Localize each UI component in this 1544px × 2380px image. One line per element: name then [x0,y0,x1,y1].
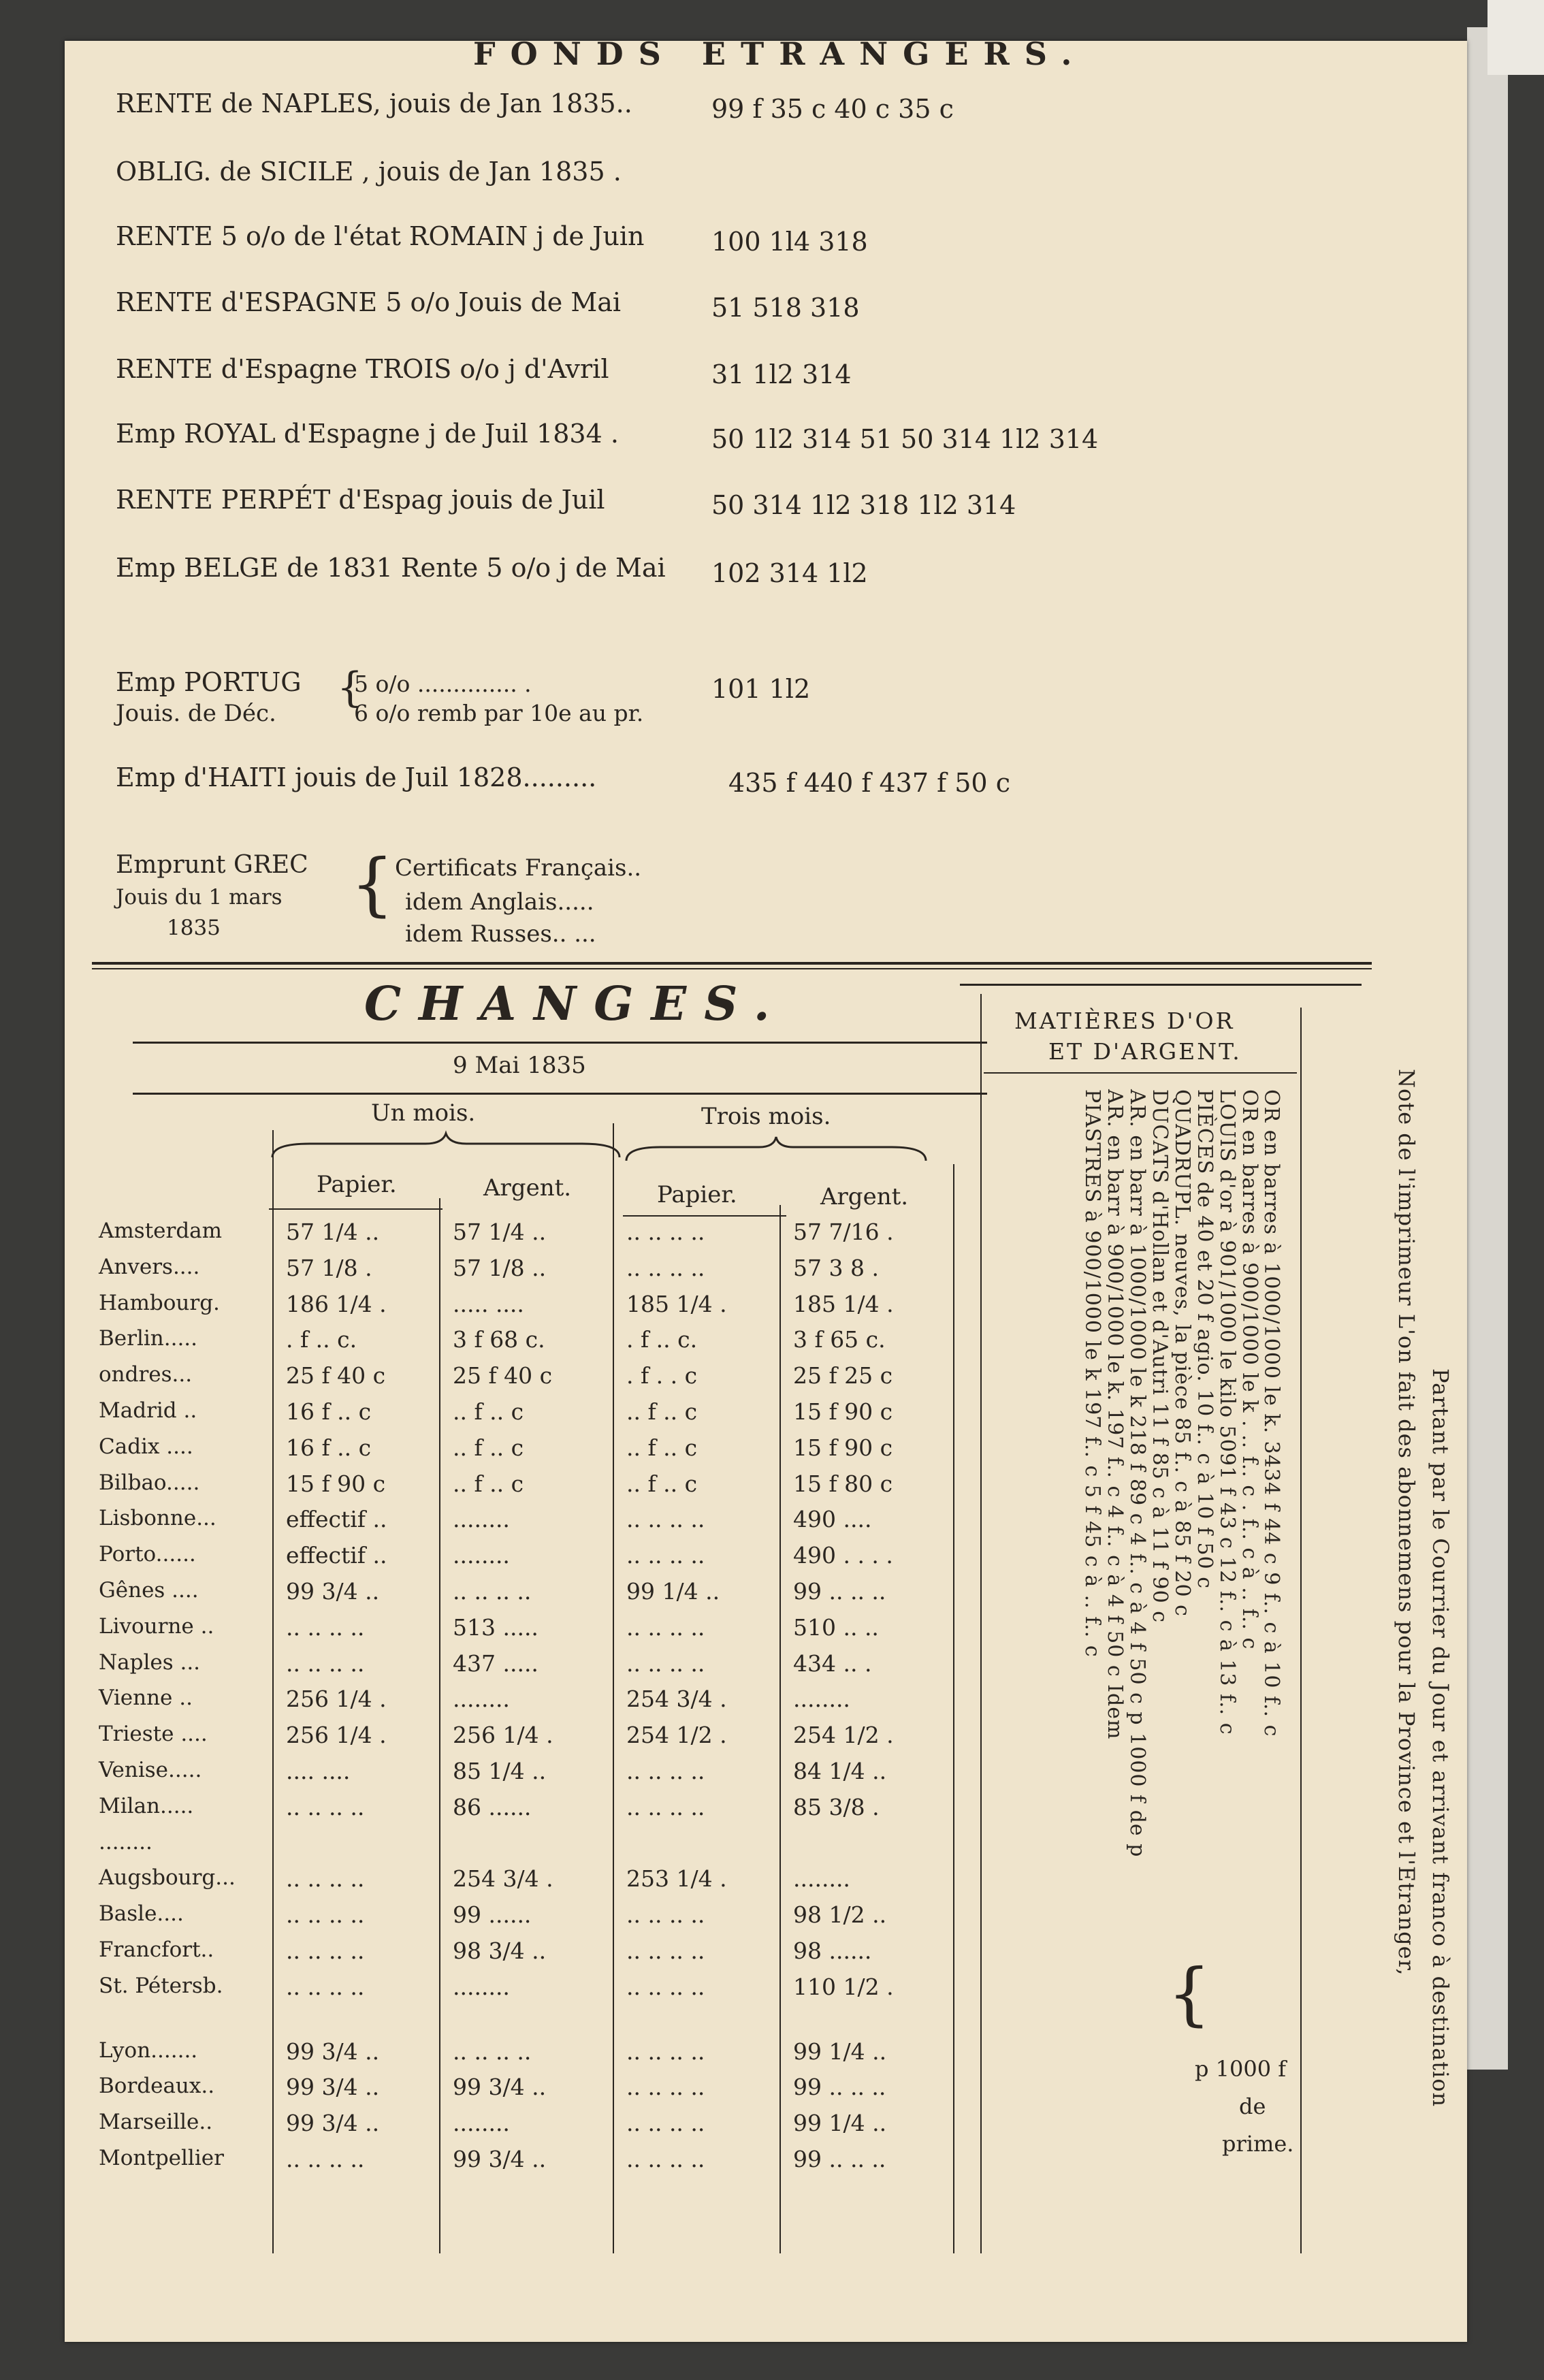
grec-jouis: Jouis du 1 mars [116,885,283,910]
change-cell-c3: .. .. .. .. [626,2074,705,2101]
fonds-row-label: OBLIG. de SICILE , jouis de Jan 1835 . [116,157,622,187]
change-city: Berlin..... [99,1326,198,1351]
papier-header-2: Papier. [657,1181,737,1208]
change-city: ondres... [99,1362,193,1387]
change-cell-c3: .. .. .. .. [626,1650,705,1677]
change-cell-c2: 254 3/4 . [453,1865,553,1893]
change-cell-c3: 253 1/4 . [626,1865,727,1893]
change-cell-c2: 99 3/4 .. [453,2146,547,2172]
argent-header-2: Argent. [820,1183,909,1210]
change-cell-c4: 98 ...... [793,1937,872,1964]
change-cell-c4: 15 f 80 c [793,1470,893,1497]
divider-rule-thin [92,968,1372,969]
fonds-title: FONDS ETRANGERS. [473,41,1087,72]
change-cell-c2: 99 3/4 .. [453,2074,547,2101]
prime-3: prime. [1222,2131,1294,2157]
change-cell-c2: ..... .... [453,1290,524,1317]
trois-mois-header: Trois mois. [701,1103,831,1130]
change-city: Basle.... [99,1901,184,1927]
change-cell-c3: .. .. .. .. [626,1254,705,1281]
page-edge-corner [1487,0,1544,75]
change-cell-c4: 490 .... [793,1506,872,1533]
change-cell-c4: 57 7/16 . [793,1219,894,1245]
change-cell-c2: .. f .. c [453,1470,524,1497]
fonds-row-label: RENTE PERPÉT d'Espag jouis de Juil [116,485,605,515]
change-cell-c1: 57 1/8 . [286,1254,372,1281]
change-cell-c1: 25 f 40 c [286,1362,386,1389]
un-mois-brace [269,1130,623,1164]
col-rule-4 [779,1205,781,2253]
change-cell-c3: .. .. .. .. [626,1506,705,1533]
change-cell-c2: .. .. .. .. [453,1578,532,1605]
change-cell-c2: 25 f 40 c [453,1362,553,1389]
change-cell-c4: 99 .. .. .. [793,1578,886,1605]
change-cell-c4: 490 . . . . [793,1542,893,1569]
change-cell-c1: .. .. .. .. [286,2146,365,2172]
change-cell-c3: . f . . c [626,1362,698,1389]
change-cell-c1: 16 f .. c [286,1434,372,1461]
document-page [65,41,1467,2342]
change-cell-c1: .... .... [286,1758,351,1784]
change-cell-c1: 99 3/4 .. [286,1578,380,1605]
date-rule [133,1093,987,1095]
col-rule-1 [272,1130,274,2253]
changes-title: CHANGES. [364,977,788,1031]
change-city: Venise..... [99,1758,202,1782]
change-cell-c3: .. .. .. .. [626,1219,705,1245]
change-city: Hambourg. [99,1290,220,1315]
change-cell-c2: .. f .. c [453,1398,524,1425]
col-rule-5 [953,1164,954,2253]
change-cell-c1: .. .. .. .. [286,1613,365,1641]
change-cell-c4: 98 1/2 .. [793,1901,887,1929]
grec-label: Emprunt GREC [116,851,308,879]
change-cell-c2: .. .. .. .. [453,2038,532,2065]
col-rule-2 [439,1198,440,2253]
change-cell-c4: 85 3/8 . [793,1793,880,1820]
change-cell-c3: . f .. c. [626,1326,698,1353]
change-cell-c1: 186 1/4 . [286,1290,387,1317]
portug-value: 101 1l2 [711,674,811,704]
change-city: Cadix .... [99,1434,193,1459]
matiere-line: QUADRUPL. neuves, la pièce 85 f.. c à 85 f 20 c [1170,1089,1194,1617]
change-city: Bilbao..... [99,1470,200,1495]
fonds-row-label: Emp d'HAITI jouis de Juil 1828......... [116,762,597,792]
change-cell-c1: .. .. .. .. [286,1865,365,1893]
change-cell-c1: 15 f 90 c [286,1470,386,1497]
matieres-right-rule [1300,1008,1302,2253]
change-cell-c1: effectif .. [286,1542,387,1569]
change-cell-c1: 256 1/4 . [286,1722,387,1749]
change-cell-c4: 3 f 65 c. [793,1326,886,1353]
fonds-row-value: 100 1l4 318 [711,227,868,257]
portug-line2: 6 o/o remb par 10e au pr. [354,700,644,726]
matiere-line: AR. en barr à 1000/1000 le k 218 f 89 c 4 f.. c à 4 f 50 c p 1000 f de p [1125,1089,1149,1858]
grec-line2: idem Anglais..... [405,888,594,916]
fonds-row-value: 51 518 318 [711,293,860,323]
change-city: Livourne .. [99,1613,214,1639]
change-cell-c2: 98 3/4 .. [453,1937,547,1964]
change-city: Milan..... [99,1793,194,1818]
change-city: Augsbourg... [99,1865,236,1891]
change-cell-c4: 84 1/4 .. [793,1758,887,1784]
change-cell-c1: .. .. .. .. [286,1793,365,1820]
fonds-row-label: Emp BELGE de 1831 Rente 5 o/o j de Mai [116,553,666,583]
prime-1: p 1000 f [1195,2056,1287,2082]
change-city: Lisbonne... [99,1506,216,1531]
change-city: Porto...... [99,1542,196,1567]
change-cell-c1: 16 f .. c [286,1398,372,1425]
fonds-row-label: RENTE 5 o/o de l'état ROMAIN j de Juin [116,221,645,251]
fonds-row-label: Emp ROYAL d'Espagne j de Juil 1834 . [116,419,619,449]
change-cell-c4: 254 1/2 . [793,1722,894,1749]
change-cell-c4: ........ [793,1865,850,1893]
matiere-line: LOUIS d'or à 901/1000 le kilo 5091 f 43 c 12 f.. c à 13 f.. c [1215,1089,1239,1735]
change-cell-c4: 57 3 8 . [793,1254,879,1281]
change-city: Francfort.. [99,1937,214,1962]
matiere-line: PIASTRES à 900/1000 le k 197 f.. c 5 f 45 c à .. f.. c [1080,1089,1104,1658]
grec-brace: { [351,844,394,924]
change-city: St. Pétersb. [99,1973,223,1998]
change-cell-c1: 57 1/4 .. [286,1219,380,1245]
grec-line1: Certificats Français.. [395,854,642,882]
change-cell-c3: .. .. .. .. [626,1793,705,1820]
change-city: Amsterdam [99,1219,223,1243]
change-cell-c2: ........ [453,1686,510,1713]
change-cell-c1: 99 3/4 .. [286,2074,380,2101]
change-cell-c4: 15 f 90 c [793,1434,893,1461]
change-cell-c2: ........ [453,1506,510,1533]
change-cell-c3: .. .. .. .. [626,2110,705,2137]
change-cell-c1: 99 3/4 .. [286,2038,380,2065]
change-cell-c4: 434 .. . [793,1650,872,1677]
fonds-row-label: RENTE d'ESPAGNE 5 o/o Jouis de Mai [116,287,622,317]
change-cell-c4: 185 1/4 . [793,1290,894,1317]
matiere-line: OR en barres à 900/1000 le k . .. f.. c . f.. c à .. f.. c [1238,1089,1261,1650]
change-cell-c2: 437 ..... [453,1650,538,1677]
change-cell-c1: 99 3/4 .. [286,2110,380,2137]
change-city: Bordeaux.. [99,2074,215,2099]
argent-header-1: Argent. [483,1174,572,1202]
change-city: Trieste .... [99,1722,208,1747]
fonds-row-value: 31 1l2 314 [711,359,852,389]
change-cell-c2: ........ [453,1973,510,2000]
change-cell-c2: ........ [453,2110,510,2137]
change-city: Gênes .... [99,1578,199,1603]
matieres-title-rule [984,1072,1297,1074]
printer-note-line2: Partant par le Courrier du Jour et arrivant franco à destination [1428,1368,1453,2108]
change-cell-c1: . f .. c. [286,1326,357,1353]
change-cell-c3: .. .. .. .. [626,1937,705,1964]
matieres-rule [960,984,1362,986]
papier-header-1: Papier. [317,1171,397,1198]
change-cell-c3: 99 1/4 .. [626,1578,720,1605]
change-cell-c2: 256 1/4 . [453,1722,553,1749]
change-cell-c4: 15 f 90 c [793,1398,893,1425]
page-edge [1467,27,1508,2070]
change-city: Anvers.... [99,1254,200,1279]
fonds-row-value: 102 314 1l2 [711,558,868,588]
change-cell-c3: .. .. .. .. [626,2146,705,2172]
trois-mois-brace [623,1133,929,1168]
grec-year: 1835 [167,916,221,940]
change-cell-c2: 85 1/4 .. [453,1758,547,1784]
change-city: Montpellier [99,2146,224,2170]
changes-rule [133,1042,987,1044]
change-cell-c3: 254 3/4 . [626,1686,727,1713]
matieres-left-rule [980,994,982,2253]
change-cell-c1: .. .. .. .. [286,1650,365,1677]
change-cell-c3: .. f .. c [626,1434,698,1461]
change-cell-c3: .. f .. c [626,1398,698,1425]
change-cell-c1: .. .. .. .. [286,1973,365,2000]
change-cell-c3: .. .. .. .. [626,1901,705,1929]
change-cell-c3: .. .. .. .. [626,1613,705,1641]
change-cell-c2: 57 1/8 .. [453,1254,547,1281]
change-city: Naples ... [99,1650,201,1675]
change-cell-c2: 57 1/4 .. [453,1219,547,1245]
matiere-line: AR. en barr à 900/1000 le k. 197 f.. c 4 f.. c à 4 f 50 c Idem [1103,1089,1127,1740]
prime-2: de [1239,2093,1266,2119]
change-cell-c4: 25 f 25 c [793,1362,893,1389]
portug-label: Emp PORTUG [116,667,302,697]
divider-rule [92,962,1372,965]
changes-date: 9 Mai 1835 [453,1052,586,1079]
change-cell-c3: .. .. .. .. [626,1542,705,1569]
change-cell-c3: 185 1/4 . [626,1290,727,1317]
change-cell-c2: 99 ...... [453,1901,532,1929]
change-city: Madrid .. [99,1398,197,1423]
printer-note-line1: Note de l'imprimeur L'on fait des abonnemens pour la Province et l'Etranger, [1394,1069,1419,1976]
change-cell-c3: .. .. .. .. [626,2038,705,2065]
portug-brace: { [337,664,364,711]
change-cell-c1: .. .. .. .. [286,1901,365,1929]
change-cell-c3: 254 1/2 . [626,1722,727,1749]
hdr-rule-2 [623,1215,786,1217]
change-cell-c4: 99 1/4 .. [793,2110,887,2137]
grec-line3: idem Russes.. ... [405,920,596,948]
change-cell-c2: 3 f 68 c. [453,1326,545,1353]
matiere-line: OR en barres à 1000/1000 le k. 3434 f 44 c 9 f.. c à 10 f.. c [1259,1089,1283,1737]
portug-line1: 5 o/o .............. . [354,671,532,697]
col-rule-3 [613,1123,614,2253]
fonds-row-label: RENTE de NAPLES, jouis de Jan 1835.. [116,89,632,118]
change-city: Vienne .. [99,1686,193,1711]
change-city: Marseille.. [99,2110,213,2135]
change-cell-c4: 99 .. .. .. [793,2146,886,2172]
change-cell-c3: .. f .. c [626,1470,698,1497]
change-city: Lyon....... [99,2038,198,2063]
change-cell-c4: 510 .. .. [793,1613,879,1641]
change-cell-c2: ........ [453,1542,510,1569]
fonds-row-value: 435 f 440 f 437 f 50 c [728,768,1010,798]
change-cell-c2: 86 ...... [453,1793,532,1820]
change-cell-c1: 256 1/4 . [286,1686,387,1713]
fonds-row-label: RENTE d'Espagne TROIS o/o j d'Avril [116,354,609,384]
fonds-row-value: 50 314 1l2 318 1l2 314 [711,490,1016,520]
change-cell-c3: .. .. .. .. [626,1973,705,2000]
change-city: ........ [99,1829,152,1854]
portug-jouis: Jouis. de Déc. [116,700,276,727]
matieres-title-2: ET D'ARGENT. [1048,1038,1242,1065]
hdr-rule-1 [269,1208,443,1210]
un-mois-header: Un mois. [371,1099,476,1127]
change-cell-c4: 99 1/4 .. [793,2038,887,2065]
matieres-title-1: MATIÈRES D'OR [1014,1008,1235,1034]
change-cell-c4: ........ [793,1686,850,1713]
fonds-row-value: 99 f 35 c 40 c 35 c [711,94,954,124]
change-cell-c3: .. .. .. .. [626,1758,705,1784]
change-cell-c2: 513 ..... [453,1613,538,1641]
change-cell-c1: .. .. .. .. [286,1937,365,1964]
matiere-line: DUCATS d'Hollan et d'Autri 11 f 85 c à 11 f 90 c [1148,1089,1172,1624]
change-cell-c4: 99 .. .. .. [793,2074,886,2101]
change-cell-c1: effectif .. [286,1506,387,1533]
fonds-row-value: 50 1l2 314 51 50 314 1l2 314 [711,424,1099,454]
change-cell-c2: .. f .. c [453,1434,524,1461]
change-cell-c4: 110 1/2 . [793,1973,894,2000]
matiere-line: PIÈCES de 40 et 20 f agio. 10 f.. c à 10 f 50 c [1193,1089,1217,1590]
prime-brace: { [1168,1954,1211,2033]
